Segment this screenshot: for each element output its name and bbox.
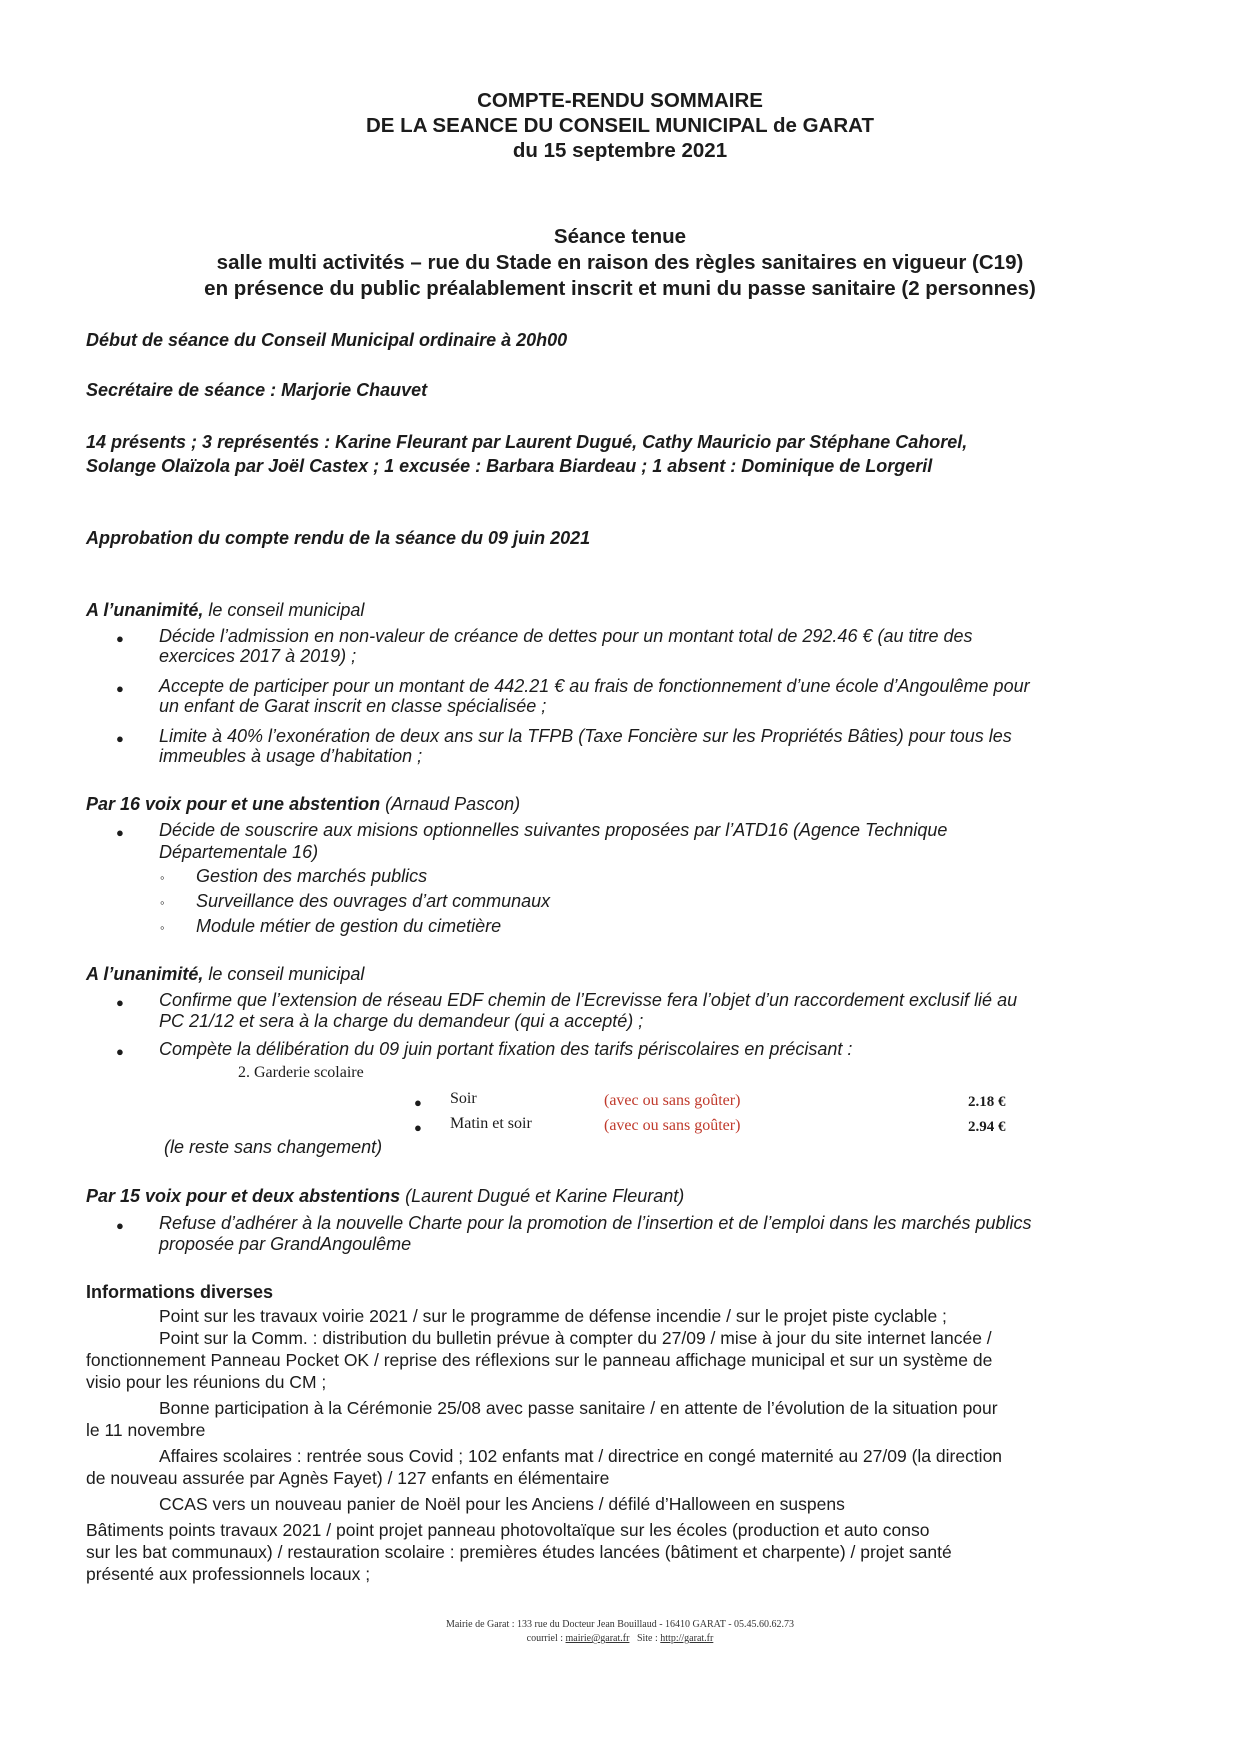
- approbation: Approbation du compte rendu de la séance du 09 juin 2021: [86, 528, 591, 548]
- section4-heading: [86, 1186, 684, 1207]
- s2-subitem-3: Module métier de gestion du cimetière: [196, 916, 502, 936]
- bullet-icon: ●: [116, 681, 124, 696]
- bullet-icon: ●: [116, 995, 124, 1010]
- s3-item1-l1: Confirme que l’extension de réseau EDF chemin de l’Ecrevisse fera l’objet d’un raccordement exclusif lié au: [159, 990, 1018, 1010]
- sub-bullet-icon: ◦: [160, 870, 165, 885]
- infos-line: de nouveau assurée par Agnès Fayet) / 127 enfants en élémentaire: [86, 1468, 610, 1488]
- sub-bullet-icon: ◦: [160, 920, 165, 935]
- presents-line-2: Solange Olaïzola par Joël Castex ; 1 excusée : Barbara Biardeau ; 1 absent : Dominique de Lorgeril: [86, 456, 933, 476]
- s1-item2-l2: un enfant de Garat inscrit en classe spécialisée ;: [159, 696, 547, 716]
- secretaire-seance: Secrétaire de séance : Marjorie Chauvet: [86, 380, 428, 400]
- infos-line: CCAS vers un nouveau panier de Noël pour les Anciens / défilé d’Halloween en suspens: [159, 1494, 845, 1514]
- infos-line: le 11 novembre: [86, 1420, 206, 1440]
- section3-heading: [86, 964, 364, 985]
- bullet-icon: ●: [116, 1218, 124, 1233]
- footer-site-link[interactable]: http://garat.fr: [660, 1633, 714, 1644]
- sub-bullet-icon: ◦: [160, 895, 165, 910]
- s2-item-l2: Départementale 16): [159, 842, 319, 862]
- infos-line: Bâtiments points travaux 2021 / point projet panneau photovoltaïque sur les écoles (production et auto conso: [86, 1520, 930, 1540]
- document-title: [0, 88, 1240, 163]
- section2-heading-bold: Par 16 voix pour et une abstention: [86, 794, 381, 814]
- s1-item1-l2: exercices 2017 à 2019) ;: [159, 646, 357, 666]
- seance-line-2: salle multi activités – rue du Stade en raison des règles sanitaires en vigueur (C19): [216, 251, 1024, 274]
- section1-heading-bold: A l’unanimité,: [86, 600, 204, 620]
- s1-item3-l2: immeubles à usage d’habitation ;: [159, 746, 423, 766]
- infos-line: Point sur les travaux voirie 2021 / sur le programme de défense incendie / sur le projet piste cyclable ;: [159, 1306, 947, 1326]
- s2-subitem-2: Surveillance des ouvrages d’art communaux: [196, 891, 551, 911]
- section3-heading-rest: le conseil municipal: [203, 964, 365, 984]
- s1-item2-l1: Accepte de participer pour un montant de 442.21 € au frais de fonctionnement d’une école d’Angoulême pour: [159, 676, 1030, 696]
- debut-seance: Début de séance du Conseil Municipal ordinaire à 20h00: [86, 330, 568, 350]
- s4-item-l2: proposée par GrandAngoulême: [159, 1234, 412, 1254]
- footer-courriel-label: courriel :: [526, 1633, 566, 1644]
- seance-line-1: Séance tenue: [553, 225, 687, 248]
- bullet-icon: ●: [116, 731, 124, 746]
- section1-heading-rest: le conseil municipal: [203, 600, 365, 620]
- section3-heading-bold: A l’unanimité,: [86, 964, 204, 984]
- s2-item-l1: Décide de souscrire aux misions optionnelles suivantes proposées par l’ATD16 (Agence Technique: [159, 820, 948, 840]
- bullet-icon: ●: [116, 1044, 124, 1059]
- s3-item1-l2: PC 21/12 et sera à la charge du demandeur (qui a accepté) ;: [159, 1011, 644, 1031]
- seance-block: [0, 224, 1240, 302]
- tarif-label-1: Soir: [450, 1090, 477, 1107]
- s4-item-l1: Refuse d’adhérer à la nouvelle Charte pour la promotion de l’insertion et de l’emploi dans les marchés publics: [159, 1213, 1032, 1233]
- tarif-note-1: (avec ou sans goûter): [604, 1092, 741, 1109]
- footer-contact: [0, 1633, 1240, 1644]
- footer-site-label: Site :: [629, 1633, 661, 1644]
- tarif-price-2: 2.94 €: [968, 1119, 1006, 1135]
- infos-line: fonctionnement Panneau Pocket OK / reprise des réflexions sur le panneau affichage municipal et sur un système de: [86, 1350, 993, 1370]
- reste-sans-changement: (le reste sans changement): [164, 1137, 383, 1157]
- section4-heading-bold: Par 15 voix pour et deux abstentions: [86, 1186, 401, 1206]
- title-line-3: du 15 septembre 2021: [512, 139, 728, 162]
- infos-line: visio pour les réunions du CM ;: [86, 1372, 327, 1392]
- infos-line: Affaires scolaires : rentrée sous Covid ; 102 enfants mat / directrice en congé maternité au 27/09 (la direction: [159, 1446, 1003, 1466]
- garderie-heading: 2. Garderie scolaire: [238, 1064, 364, 1081]
- seance-line-3: en présence du public préalablement inscrit et muni du passe sanitaire (2 personnes): [204, 277, 1036, 300]
- section2-heading: [86, 794, 520, 815]
- bullet-icon: ●: [116, 631, 124, 646]
- section4-heading-rest: (Laurent Dugué et Karine Fleurant): [400, 1186, 685, 1206]
- s2-subitem-1: Gestion des marchés publics: [196, 866, 428, 886]
- section1-heading: [86, 600, 364, 621]
- infos-heading: Informations diverses: [86, 1282, 274, 1302]
- presents-line-1: 14 présents ; 3 représentés : Karine Fleurant par Laurent Dugué, Cathy Mauricio par Stéphane Cahorel,: [86, 432, 968, 452]
- bullet-icon: ●: [116, 825, 124, 840]
- s1-item1-l1: Décide l’admission en non-valeur de créance de dettes pour un montant total de 292.46 € (au titre des: [159, 626, 973, 646]
- infos-line: présenté aux professionnels locaux ;: [86, 1564, 371, 1584]
- footer-address: Mairie de Garat : 133 rue du Docteur Jean Bouillaud - 16410 GARAT - 05.45.60.62.73: [445, 1619, 795, 1630]
- infos-line: Bonne participation à la Cérémonie 25/08 avec passe sanitaire / en attente de l’évolution de la situation pour: [159, 1398, 998, 1418]
- title-line-1: COMPTE-RENDU SOMMAIRE: [477, 89, 763, 112]
- title-line-2: DE LA SEANCE DU CONSEIL MUNICIPAL de GARAT: [366, 114, 874, 137]
- s1-item3-l1: Limite à 40% l’exonération de deux ans sur la TFPB (Taxe Foncière sur les Propriétés Bâties) pour tous les: [159, 726, 1012, 746]
- tarif-price-1: 2.18 €: [968, 1094, 1006, 1110]
- s3-item2: Compète la délibération du 09 juin portant fixation des tarifs périscolaires en précisant :: [159, 1039, 853, 1059]
- bullet-icon: ●: [414, 1120, 422, 1135]
- infos-line: Point sur la Comm. : distribution du bulletin prévue à compter du 27/09 / mise à jour du site internet lancée /: [159, 1328, 992, 1348]
- footer-email-link[interactable]: mairie@garat.fr: [565, 1633, 630, 1644]
- tarif-label-2: Matin et soir: [450, 1115, 532, 1132]
- tarif-note-2: (avec ou sans goûter): [604, 1117, 741, 1134]
- section2-heading-rest: (Arnaud Pascon): [380, 794, 521, 814]
- bullet-icon: ●: [414, 1095, 422, 1110]
- infos-line: sur les bat communaux) / restauration scolaire : premières études lancées (bâtiment et charpente) / projet santé: [86, 1542, 952, 1562]
